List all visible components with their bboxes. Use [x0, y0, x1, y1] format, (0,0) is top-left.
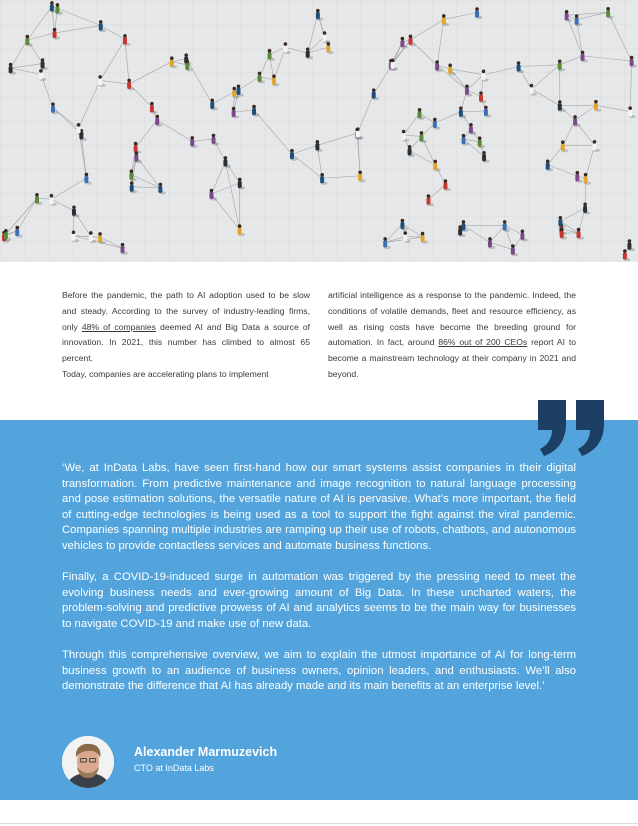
closing-quote-icon: [536, 400, 606, 456]
author-block: [62, 736, 462, 788]
intro-text-run: Before the pandemic, the path to AI adoption used to be slow and steady. According to the survey of industry-leading firms, only: [62, 290, 310, 332]
ceo-report-link[interactable]: 86% out of 200 CEOs: [438, 337, 528, 348]
author-role: CTO at InData Labs: [134, 763, 214, 773]
intro-text-run: artificial intelligence as a response to the pandemic. Indeed, the conditions of volatile demands, fleet and resource efficiency, as well as rising costs have become the breeding ground for automation. In fact, around: [328, 290, 576, 348]
intro-right-paragraph: [328, 288, 576, 383]
quote-paragraph-3: Through this comprehensive overview, we aim to explain the utmost importance of AI for long-term business growth to an audience of business owners, opinion leaders, and enthusiasts. We’ll also demonstrate the difference that AI has already made and its main benefits at an enterprise level.’: [62, 649, 576, 693]
quote-paragraph-2: Finally, a COVID-19-induced surge in automation was triggered by the pressing need to meet the evolving business needs and ever-growing amount of Big Data. In these uncharted waters, the problem-solving and predictive prowess of AI and analytics seems to be the main way for businesses to navigate COVID-19 and make use of new data.: [62, 571, 576, 630]
survey-link[interactable]: 48% of companies: [81, 321, 156, 332]
intro-right-column: [328, 288, 576, 383]
page-divider: [0, 823, 638, 824]
author-name: Alexander Marmuzevich: [134, 745, 278, 759]
intro-left-paragraph: [62, 288, 310, 367]
intro-left-column: [62, 288, 310, 383]
author-avatar: [62, 736, 114, 788]
author-portrait: [62, 736, 114, 788]
intro-text-run: report AI to become a mainstream technology at their company in 2021 and beyond.: [328, 337, 576, 379]
hero-image: [0, 0, 638, 262]
intro-text: [62, 288, 576, 383]
crowd-network-photo: [0, 0, 638, 262]
quote-text: [62, 461, 576, 711]
intro-text-run: deemed AI and Big Data a source of innovation. In 2021, this number has climbed to almost 65 percent.: [62, 321, 311, 364]
intro-left-paragraph-2: Today, companies are accelerating plans to implement: [62, 368, 269, 379]
quote-paragraph-1: ‘We, at InData Labs, have seen first-hand how our smart systems assist companies in their digital transformation. From predictive maintenance and image recognition to natural language processing and pose estimation solutions, the versatile nature of AI is pervasive. What’s more important, the field of cutting-edge technologies is being used as a tool to support the fight against the viral pandemic. Companies spanning multiple industries are ramping up their use of robots, chatbots, and autonomous vehicles to provide contactless services and automate business functions.: [62, 462, 576, 552]
